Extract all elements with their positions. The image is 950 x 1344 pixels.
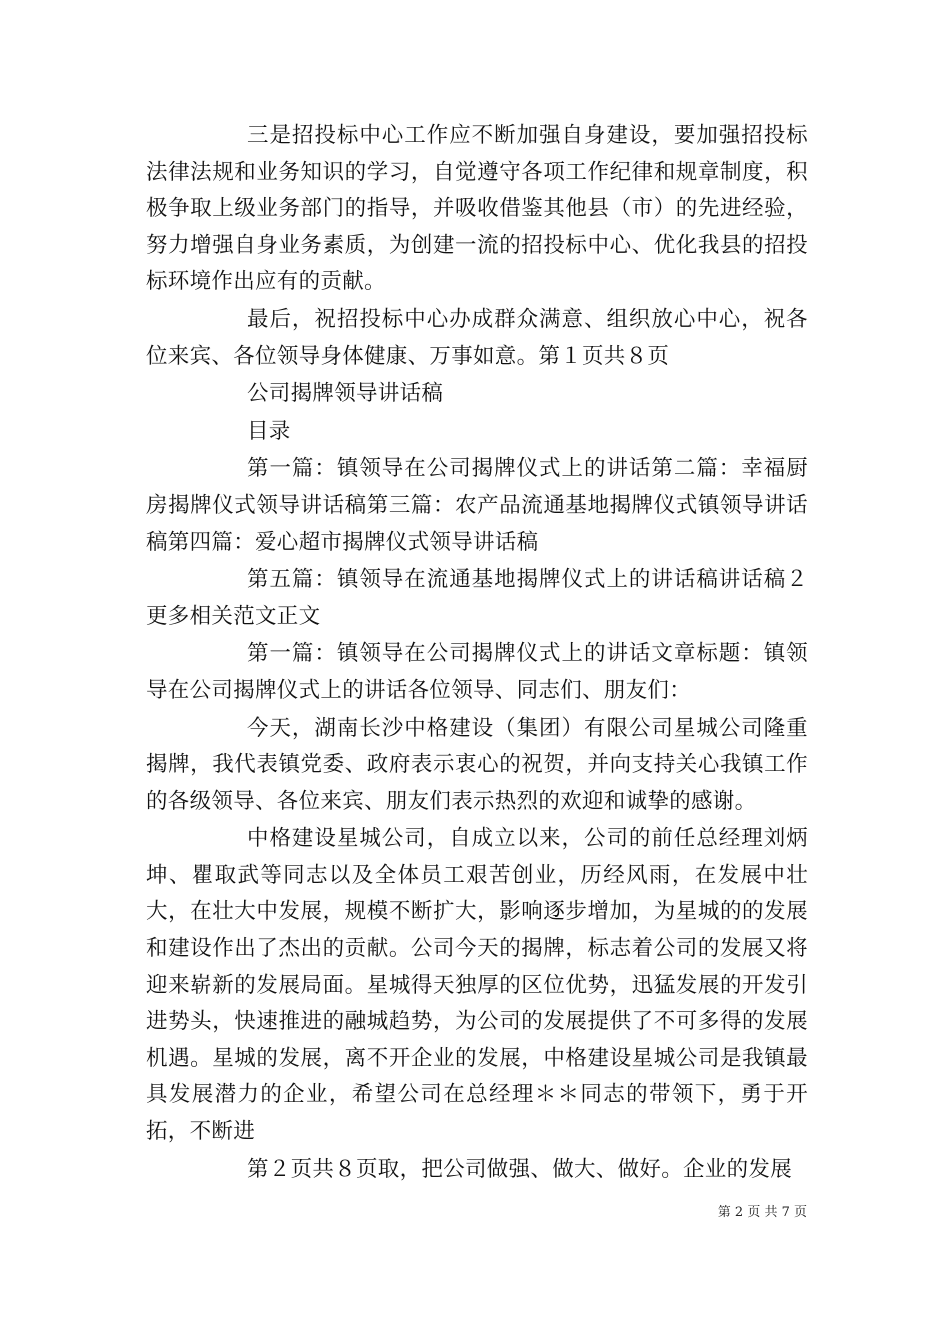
- paragraph-2: 最后，祝招投标中心办成群众满意、组织放心中心，祝各位来宾、各位领导身体健康、万事如意。第１页共８页: [146, 306, 808, 369]
- paragraph-company: 中格建设星城公司，自成立以来，公司的前任总经理刘炳坤、瞿取武等同志以及全体员工艰苦创业，历经风雨，在发展中壮大，在壮大中发展，规模不断扩大，影响逐步增加，为星城的的发展和建设作出了杰出的贡献。公司今天的揭牌，标志着公司的发展又将迎来崭新的发展局面。星城得天独厚的区位优势，迅猛发展的开发引进势头，快速推进的融城趋势，为公司的发展提供了不可多得的发展机遇。星城的发展，离不开企业的发展，中格建设星城公司是我镇最具发展潜力的企业，希望公司在总经理＊＊同志的带领下，勇于开拓，不断进: [146, 826, 808, 1145]
- paragraph-greeting: 今天，湖南长沙中格建设（集团）有限公司星城公司隆重揭牌，我代表镇党委、政府表示衷心的祝贺，并向支持关心我镇工作的各级领导、各位来宾、朋友们表示热烈的欢迎和诚挚的感谢。: [146, 715, 808, 814]
- document-body: [146, 118, 808, 1189]
- paragraph-continued: 第２页共８页取，把公司做强、做大、做好。企业的发展: [247, 1156, 793, 1182]
- toc-list-2: 第五篇：镇领导在流通基地揭牌仪式上的讲话稿讲话稿２更多相关范文正文: [146, 567, 808, 629]
- paragraph-article-title: 第一篇：镇领导在公司揭牌仪式上的讲话文章标题：镇领导在公司揭牌仪式上的讲话各位领导、同志们、朋友们：: [146, 641, 808, 703]
- section-title: 公司揭牌领导讲话稿: [247, 381, 444, 407]
- page-footer: 第 2 页 共 7 页: [717, 1205, 807, 1220]
- toc-list-1: 第一篇：镇领导在公司揭牌仪式上的讲话第二篇：幸福厨房揭牌仪式领导讲话稿第三篇：农产品流通基地揭牌仪式镇领导讲话稿第四篇：爱心超市揭牌仪式领导讲话稿: [146, 456, 808, 555]
- paragraph-1: 三是招投标中心工作应不断加强自身建设，要加强招投标法律法规和业务知识的学习，自觉遵守各项工作纪律和规章制度，积极争取上级业务部门的指导，并吸收借鉴其他县（市）的先进经验，努力增强自身业务素质，为创建一流的招投标中心、优化我县的招投标环境作出应有的贡献。: [146, 123, 808, 295]
- toc-heading: 目录: [247, 418, 291, 444]
